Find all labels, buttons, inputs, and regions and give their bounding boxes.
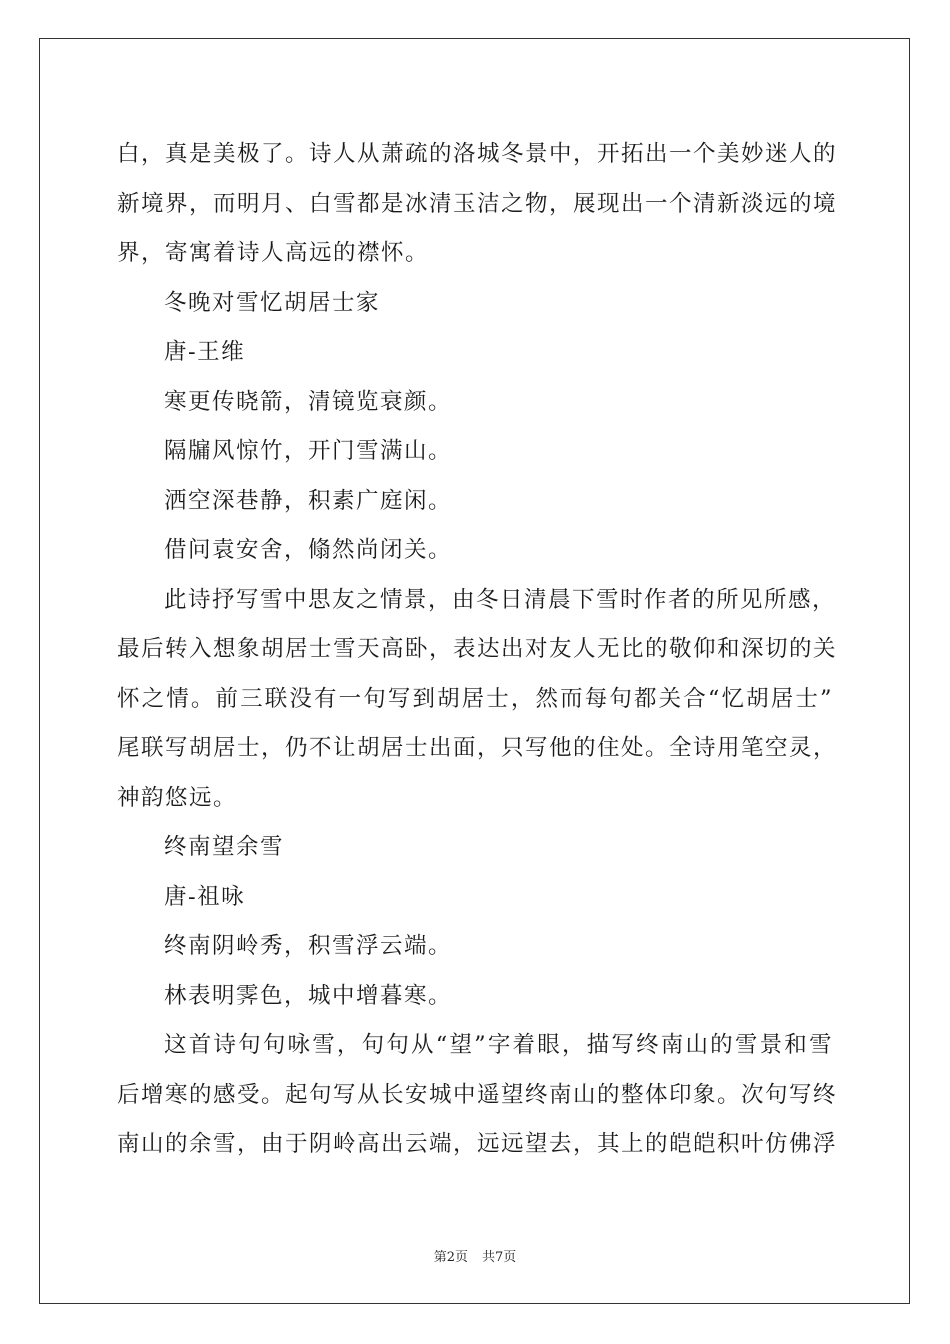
commentary-line-4: 尾联写胡居士，仍不让胡居士出面，只写他的住处。全诗用笔空灵， xyxy=(117,735,838,761)
poem-verse-1: 寒更传晓箭，清镜览衰颜。 xyxy=(164,388,453,415)
commentary-line-5: 神韵悠远。 xyxy=(117,784,238,811)
commentary-line-3: 怀之情。前三联没有一句写到胡居士，然而每句都关合“忆胡居士” xyxy=(117,685,833,712)
page-number: 第2页 xyxy=(433,1250,468,1265)
poem-title-2: 终南望余雪 xyxy=(164,834,285,860)
document-body xyxy=(117,130,838,1170)
commentary2-line-2: 后增寒的感受。起句写从长安城中遥望终南山的整体印象。次句写终 xyxy=(117,1081,838,1108)
page-footer xyxy=(0,1246,950,1265)
text-line-2: 新境界，而明月、白雪都是冰清玉洁之物，展现出一个清新淡远的境 xyxy=(117,190,838,217)
poem-author-2: 唐-祖咏 xyxy=(164,883,246,910)
poem-author-1: 唐-王维 xyxy=(164,339,246,365)
poem-verse-6: 林表明霁色，城中增暮寒。 xyxy=(164,982,453,1009)
page-total: 共7页 xyxy=(482,1250,517,1265)
text-line-1: 白，真是美极了。诗人从萧疏的洛城冬景中，开拓出一个美妙迷人的 xyxy=(117,141,838,167)
poem-title-1: 冬晚对雪忆胡居士家 xyxy=(164,289,381,316)
commentary2-line-1: 这首诗句句咏雪，句句从“望”字着眼，描写终南山的雪景和雪 xyxy=(164,1032,833,1058)
poem-verse-3: 洒空深巷静，积素广庭闲。 xyxy=(164,487,453,514)
text-line-3: 界，寄寓着诗人高远的襟怀。 xyxy=(117,240,430,266)
poem-verse-4: 借问袁安舍，翛然尚闭关。 xyxy=(164,537,453,563)
commentary2-line-3: 南山的余雪，由于阴岭高出云端，远远望去，其上的皑皑积叶仿佛浮 xyxy=(117,1131,838,1157)
commentary-line-2: 最后转入想象胡居士雪天高卧，表达出对友人无比的敬仰和深切的关 xyxy=(117,636,838,662)
commentary-line-1: 此诗抒写雪中思友之情景，由冬日清晨下雪时作者的所见所感， xyxy=(164,586,837,613)
poem-verse-2: 隔牖风惊竹，开门雪满山。 xyxy=(164,438,453,464)
poem-verse-5: 终南阴岭秀，积雪浮云端。 xyxy=(164,933,453,959)
